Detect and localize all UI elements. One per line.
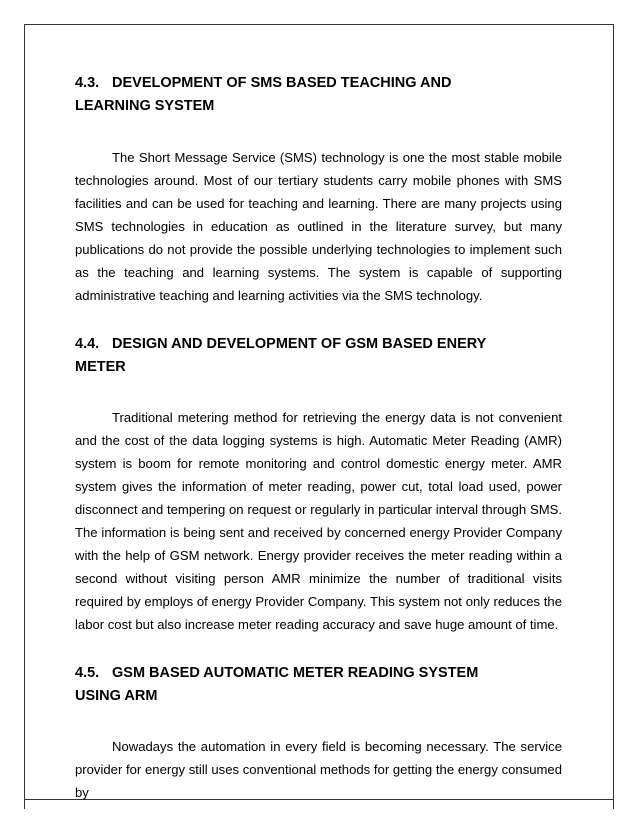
section-paragraph: Traditional metering method for retrieving the energy data is not convenient and the cost of the data logging systems is high. Automatic Meter Reading (AMR) system is boom for remote monitoring and control domestic energy meter. AMR system gives the information of meter reading, power cut, total load used, power disconnect and tempering on request or regularly in particular interval through SMS. The information is being sent and received by concerned energy Provider Company with the help of GSM network. Energy provider receives the meter reading within a second without visiting person AMR minimize the number of traditional visits required by employs of energy Provider Company. This system not only reduces the labor cost but also increase meter reading accuracy and save huge amount of time.: [75, 410, 562, 632]
section-heading: [75, 333, 562, 379]
section-number: 4.5.: [75, 665, 100, 681]
section-title-line-1: DESIGN AND DEVELOPMENT OF GSM BASED ENERY: [112, 336, 487, 352]
section-title-line-2: USING ARM: [75, 688, 158, 704]
page-bottom-tick-right: [613, 799, 614, 809]
section-heading: [75, 662, 562, 708]
section-title-line-1: GSM BASED AUTOMATIC METER READING SYSTEM: [112, 665, 479, 681]
section-paragraph: The Short Message Service (SMS) technology is one the most stable mobile technologies around. Most of our tertiary students carry mobile phones with SMS facilities and can be used for teaching and learning. There are many projects using SMS technologies in education as outlined in the literature survey, but many publications do not provide the possible underlying technologies to implement such as the teaching and learning systems. The system is capable of supporting administrative teaching and learning activities via the SMS technology.: [75, 150, 562, 303]
document-body: [75, 72, 562, 831]
section-4-3: [75, 72, 562, 307]
page-bottom-tick-left: [24, 799, 25, 809]
section-title-line-2: LEARNING SYSTEM: [75, 98, 215, 114]
section-4-5: [75, 662, 562, 804]
section-heading: [75, 72, 562, 118]
section-paragraph: Nowadays the automation in every field is becoming necessary. The service provider for energy still uses conventional methods for getting the energy consumed by: [75, 739, 562, 800]
section-4-4: [75, 333, 562, 636]
section-title-line-1: DEVELOPMENT OF SMS BASED TEACHING AND: [112, 75, 452, 91]
section-number: 4.3.: [75, 75, 100, 91]
section-number: 4.4.: [75, 336, 100, 352]
section-title-line-2: METER: [75, 359, 126, 375]
